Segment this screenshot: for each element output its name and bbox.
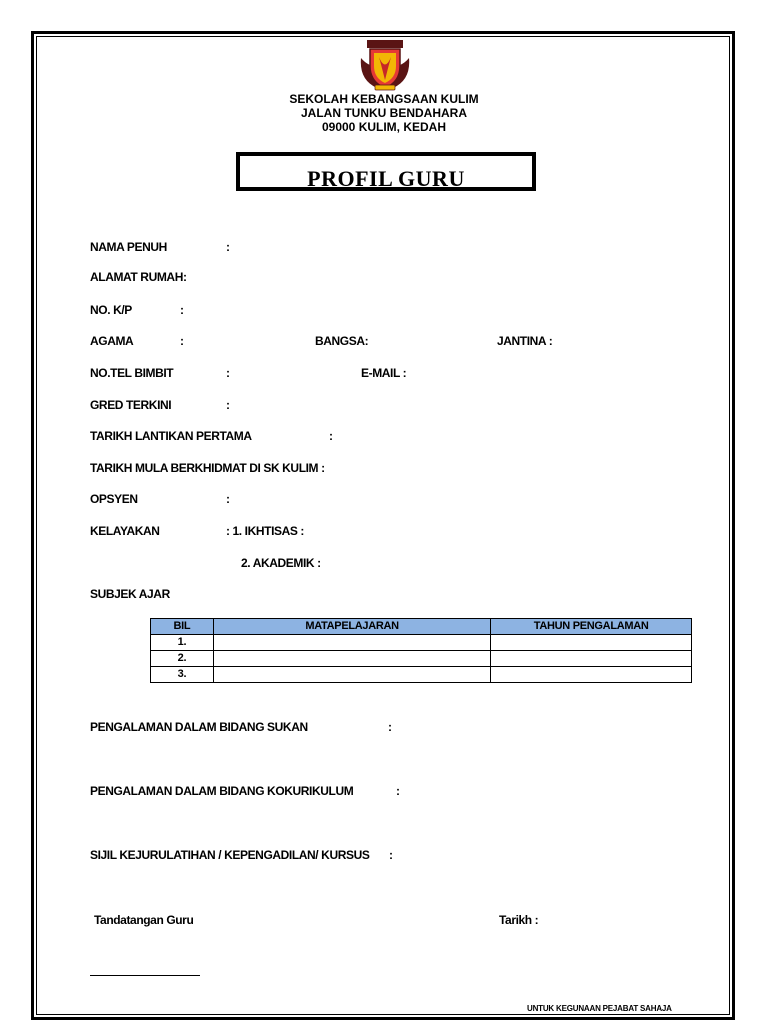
colon-lantikan: : bbox=[329, 429, 333, 443]
label-ikhtisas: : 1. IKHTISAS : bbox=[226, 524, 305, 538]
label-alamat-rumah: ALAMAT RUMAH: bbox=[90, 270, 187, 284]
col-header-tahun-pengalaman: TAHUN PENGALAMAN bbox=[491, 619, 692, 635]
title-box bbox=[236, 152, 536, 191]
colon-nama: : bbox=[226, 240, 230, 254]
label-tarikh-lantikan: TARIKH LANTIKAN PERTAMA bbox=[90, 429, 252, 443]
cell-tahun-pengalaman bbox=[491, 667, 692, 683]
cell-matapelajaran bbox=[213, 651, 490, 667]
table-row bbox=[151, 651, 692, 667]
label-nama-penuh: NAMA PENUH bbox=[90, 240, 167, 254]
colon-sukan: : bbox=[388, 720, 392, 734]
colon-sijil: : bbox=[389, 848, 393, 862]
label-pengalaman-sukan: PENGALAMAN DALAM BIDANG SUKAN bbox=[90, 720, 308, 734]
office-use-note: UNTUK KEGUNAAN PEJABAT SAHAJA bbox=[527, 1004, 672, 1013]
school-name: SEKOLAH KEBANGSAAN KULIM bbox=[289, 92, 479, 106]
school-crest-logo bbox=[355, 38, 415, 92]
colon-opsyen: : bbox=[226, 492, 230, 506]
cell-bil: 3. bbox=[151, 667, 214, 683]
cell-bil: 1. bbox=[151, 635, 214, 651]
label-bangsa: BANGSA: bbox=[315, 334, 369, 348]
school-city: 09000 KULIM, KEDAH bbox=[321, 120, 447, 134]
label-pengalaman-kokurikulum: PENGALAMAN DALAM BIDANG KOKURIKULUM bbox=[90, 784, 354, 798]
label-agama: AGAMA bbox=[90, 334, 134, 348]
label-tarikh-mula: TARIKH MULA BERKHIDMAT DI SK KULIM : bbox=[90, 461, 325, 475]
label-kelayakan: KELAYAKAN bbox=[90, 524, 160, 538]
colon-koko: : bbox=[396, 784, 400, 798]
label-sijil-kejurulatihan: SIJIL KEJURULATIHAN / KEPENGADILAN/ KURSUS bbox=[90, 848, 370, 862]
label-no-kp: NO. K/P bbox=[90, 303, 132, 317]
label-subjek-ajar: SUBJEK AJAR bbox=[90, 587, 170, 601]
table-row bbox=[151, 635, 692, 651]
label-email: E-MAIL : bbox=[361, 366, 407, 380]
cell-tahun-pengalaman bbox=[491, 635, 692, 651]
signature-line bbox=[90, 975, 200, 976]
label-akademik: 2. AKADEMIK : bbox=[241, 556, 321, 570]
colon-gred: : bbox=[226, 398, 230, 412]
subject-table bbox=[150, 618, 692, 683]
cell-matapelajaran bbox=[213, 635, 490, 651]
col-header-bil: BIL bbox=[151, 619, 214, 635]
table-header-row bbox=[151, 619, 692, 635]
label-opsyen: OPSYEN bbox=[90, 492, 138, 506]
col-header-matapelajaran: MATAPELAJARAN bbox=[213, 619, 490, 635]
colon-kp: : bbox=[180, 303, 184, 317]
colon-tel: : bbox=[226, 366, 230, 380]
cell-matapelajaran bbox=[213, 667, 490, 683]
label-jantina: JANTINA : bbox=[497, 334, 553, 348]
page-title: PROFIL GURU bbox=[307, 166, 465, 191]
cell-bil: 2. bbox=[151, 651, 214, 667]
table-row bbox=[151, 667, 692, 683]
label-no-tel-bimbit: NO.TEL BIMBIT bbox=[90, 366, 174, 380]
label-gred-terkini: GRED TERKINI bbox=[90, 398, 172, 412]
label-tandatangan-guru: Tandatangan Guru bbox=[94, 913, 194, 927]
cell-tahun-pengalaman bbox=[491, 651, 692, 667]
label-tarikh: Tarikh : bbox=[499, 913, 539, 927]
colon-agama: : bbox=[180, 334, 184, 348]
school-street: JALAN TUNKU BENDAHARA bbox=[301, 106, 467, 120]
